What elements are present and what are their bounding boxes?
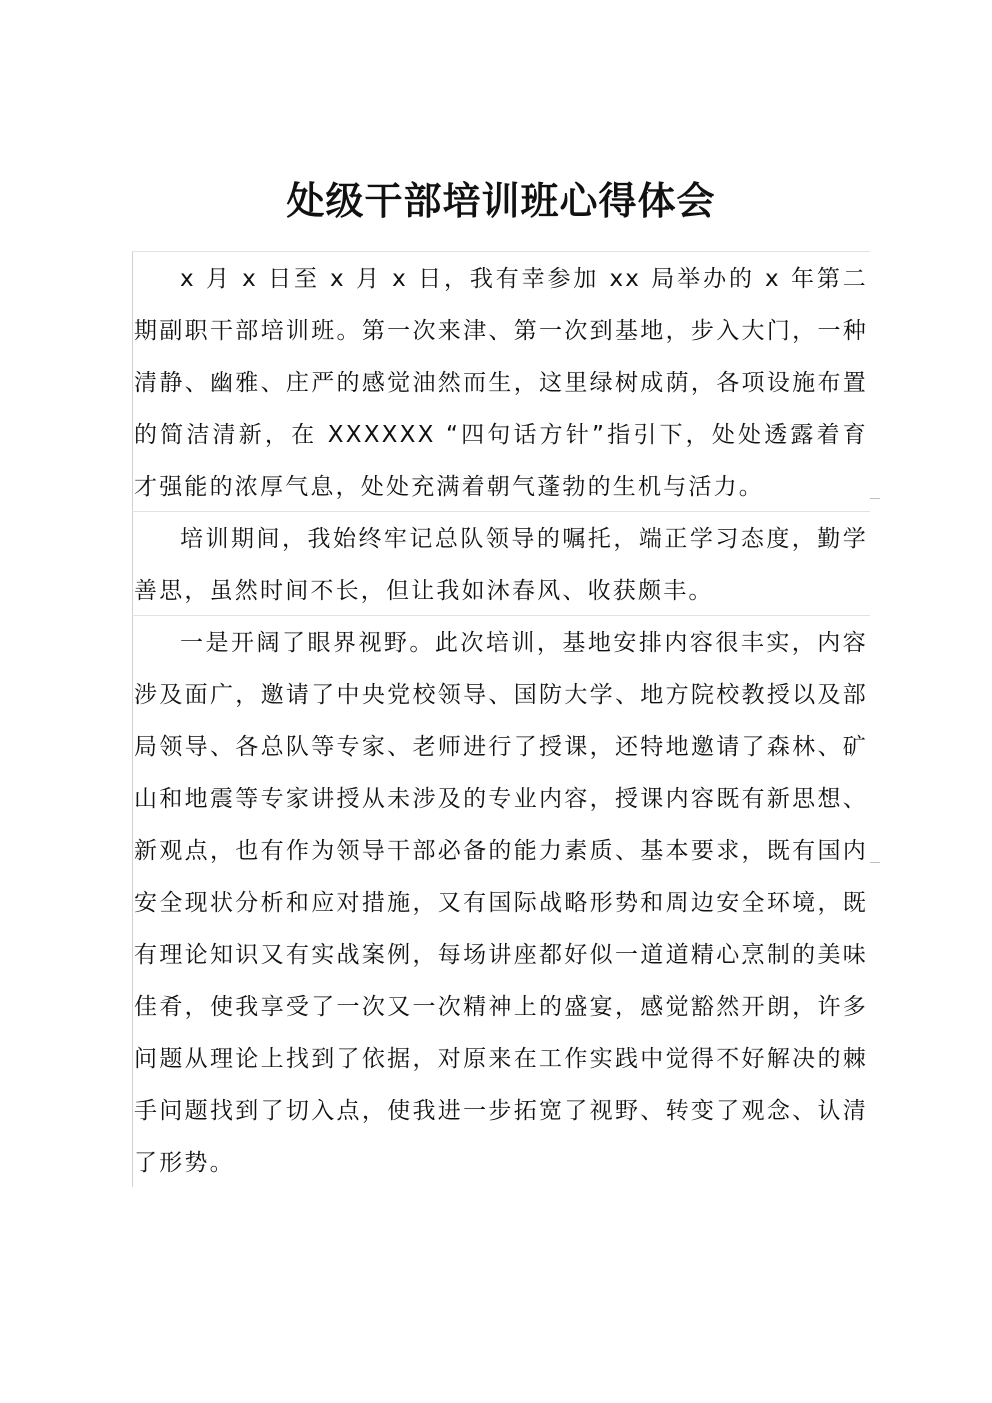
paragraph-point-one: 一是开阔了眼界视野。此次培训，基地安排内容很丰实，内容涉及面广，邀请了中央党校领导、国防大学、地方院校教授以及部局领导、各总队等专家、老师进行了授课，还特地邀请了森林、矿山和地震等专家讲授从未涉及的专业内容，授课内容既有新思想、新观点，也有作为领导干部必备的能力素质、基本要求，既有国内安全现状分析和应对措施，又有国际战略形势和周边安全环境，既有理论知识又有实战案例，每场讲座都好似一道道精心烹制的美味佳肴，使我享受了一次又一次精神上的盛宴，感觉豁然开朗，许多问题从理论上找到了依据，对原来在工作实践中觉得不好解决的棘手问题找到了切入点，使我进一步拓宽了视野、转变了观念、认清了形势。 [134, 630, 868, 1176]
frame-top-rule [132, 251, 870, 252]
edge-mark [870, 862, 880, 863]
paragraph-training-period: 培训期间，我始终牢记总队领导的嘱托，端正学习态度，勤学善思，虽然时间不长，但让我如沐春风、收获颇丰。 [134, 526, 868, 604]
paragraph-intro: x 月 x 日至 x 月 x 日，我有幸参加 xx 局举办的 x 年第二期副职干部培训班。第一次来津、第一次到基地，步入大门，一种清静、幽雅、庄严的感觉油然而生，这里绿树成荫，各项设施布置的简洁清新，在 XXXXXX “四句话方针”指引下，处处透露着育才强能的浓厚气息，处处充满着朝气蓬勃的生机与活力。 [134, 266, 868, 500]
edge-mark [870, 498, 880, 499]
document-title: 处级干部培训班心得体会 [286, 179, 716, 223]
